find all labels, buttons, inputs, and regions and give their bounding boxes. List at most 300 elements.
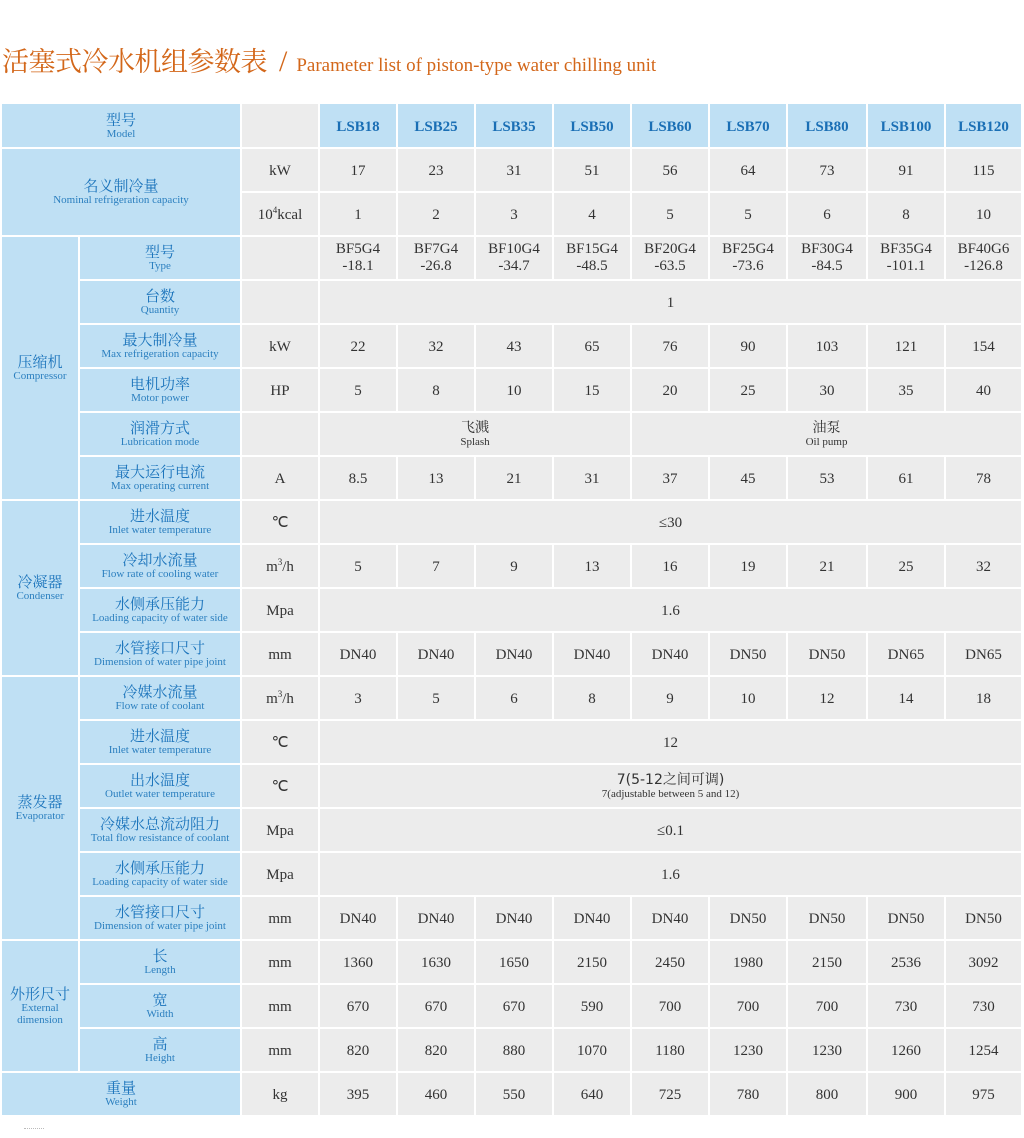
- coolant-resistance-cell: [319, 808, 1022, 852]
- width-value: 730: [972, 999, 995, 1015]
- coolant-flow-cell: [945, 676, 1022, 720]
- weight-cell: [787, 1072, 867, 1116]
- height-label-en: Height: [145, 1052, 175, 1064]
- nominal-kcal-unit: [241, 192, 319, 236]
- compressor-type-cell: [867, 236, 945, 280]
- cooling-water-flow-cell: [867, 544, 945, 588]
- condenser-pipe-unit-text: mm: [268, 647, 292, 663]
- evaporator-pipe-cell: [631, 896, 709, 940]
- compressor-type-line1: BF15G4: [566, 241, 618, 257]
- compressor-type-cell: [631, 236, 709, 280]
- evaporator-pipe-cell: [475, 896, 553, 940]
- lubrication-label-en: Lubrication mode: [120, 436, 200, 448]
- cooling-water-flow-unit: [241, 544, 319, 588]
- width-value: 590: [580, 999, 604, 1015]
- condenser-pipe-cell: [553, 632, 631, 676]
- coolant-flow-unit: [241, 676, 319, 720]
- motor-power-label-cn: 电机功率: [130, 375, 191, 393]
- nominal-kcal-value: 8: [902, 207, 910, 223]
- condenser-inlet-temp-unit-text: ℃: [271, 515, 289, 531]
- evaporator-outlet-temp-label-cn: 出水温度: [130, 771, 191, 789]
- weight-value: 640: [580, 1087, 604, 1103]
- length-label-cn: 长: [152, 947, 168, 965]
- model-name: LSB120: [958, 118, 1009, 135]
- evaporator-inlet-temp-unit-text: ℃: [271, 735, 289, 751]
- compressor-type-line1: BF25G4: [722, 241, 774, 257]
- compressor-type-unit: [241, 236, 319, 280]
- nominal-kcal-cell: [553, 192, 631, 236]
- length-label-en: Length: [144, 964, 176, 976]
- evaporator-pipe-value: DN40: [573, 911, 611, 927]
- coolant-flow-unit-text: [266, 691, 294, 707]
- nominal-kw-unit: [241, 148, 319, 192]
- compressor-group-label: [1, 236, 79, 500]
- nominal-kcal-cell: [397, 192, 475, 236]
- width-cell: [787, 984, 867, 1028]
- evaporator-pressure-label: [79, 852, 241, 896]
- evaporator-pressure-cell: [319, 852, 1022, 896]
- length-cell: [867, 940, 945, 984]
- max-current-label: [79, 456, 241, 500]
- nominal-kw-value: 115: [972, 163, 995, 179]
- nominal-kw-value: 73: [819, 163, 835, 179]
- condenser-pipe-label: [79, 632, 241, 676]
- weight-value: 395: [346, 1087, 370, 1103]
- model-name: LSB18: [336, 118, 380, 135]
- motor-power-cell: [553, 368, 631, 412]
- cooling-water-flow-value: 32: [976, 559, 992, 575]
- width-value: 670: [424, 999, 448, 1015]
- height-value: 820: [424, 1043, 448, 1059]
- width-label: [79, 984, 241, 1028]
- width-cell: [631, 984, 709, 1028]
- height-value: 820: [346, 1043, 370, 1059]
- width-row: [1, 984, 1022, 1028]
- compressor-type-line2: -48.5: [576, 258, 608, 274]
- compressor-maxcap-row: [1, 324, 1022, 368]
- compressor-type-line2: -73.6: [732, 258, 764, 274]
- weight-value: 900: [894, 1087, 918, 1103]
- length-label: [79, 940, 241, 984]
- nominal-kcal-cell: [787, 192, 867, 236]
- nominal-kw-cell: [631, 148, 709, 192]
- max-refrigeration-value: 76: [662, 339, 678, 355]
- motor-power-value: 5: [354, 383, 362, 399]
- model-name: LSB35: [492, 118, 536, 135]
- max-refrigeration-label-cn: 最大制冷量: [122, 331, 198, 349]
- motor-power-cell: [631, 368, 709, 412]
- max-current-value: 8.5: [348, 471, 368, 487]
- model-name: LSB25: [414, 118, 458, 135]
- compressor-quantity-label-en: Quantity: [140, 304, 180, 316]
- length-value: 2536: [891, 955, 922, 971]
- max-refrigeration-cell: [475, 324, 553, 368]
- motor-power-value: 35: [898, 383, 914, 399]
- coolant-flow-value: 18: [976, 691, 992, 707]
- compressor-type-label: [79, 236, 241, 280]
- compressor-type-cell: [553, 236, 631, 280]
- compressor-type-label-cn: 型号: [145, 243, 176, 261]
- evaporator-pipe-cell: [397, 896, 475, 940]
- length-cell: [319, 940, 397, 984]
- compressor-type-line1: BF35G4: [880, 241, 932, 257]
- cooling-water-flow-unit-sup: 3: [277, 557, 283, 567]
- compressor-type-cell: [475, 236, 553, 280]
- width-value: 700: [658, 999, 682, 1015]
- condenser-pipe-value: DN65: [965, 647, 1002, 663]
- condenser-pressure-label-en: Loading capacity of water side: [92, 612, 228, 624]
- max-refrigeration-value: 32: [428, 339, 444, 355]
- weight-value: 800: [815, 1087, 839, 1103]
- nominal-kw-cell: [867, 148, 945, 192]
- evaporator-pipe-label-en: Dimension of water pipe joint: [94, 920, 226, 932]
- motor-power-cell: [945, 368, 1022, 412]
- lubrication-oil-en: Oil pump: [805, 436, 848, 448]
- max-current-label-en: Max operating current: [110, 480, 210, 492]
- compressor-type-line2: -34.7: [498, 258, 530, 274]
- length-cell: [397, 940, 475, 984]
- compressor-type-cell: [319, 236, 397, 280]
- length-cell: [709, 940, 787, 984]
- cooling-water-flow-value: 5: [354, 559, 362, 575]
- compressor-type-line2: -126.8: [964, 258, 1003, 274]
- coolant-flow-value: 3: [354, 691, 362, 707]
- coolant-flow-cell: [475, 676, 553, 720]
- model-header-label: [1, 103, 241, 148]
- height-cell: [631, 1028, 709, 1072]
- evaporator-inlet-temp-value: 12: [663, 735, 679, 751]
- condenser-pipe-value: DN50: [729, 647, 767, 663]
- height-cell: [397, 1028, 475, 1072]
- height-row: [1, 1028, 1022, 1072]
- cooling-water-flow-cell: [787, 544, 867, 588]
- nominal-kw-cell: [945, 148, 1022, 192]
- header-row: [1, 103, 1022, 148]
- evaporator-pipe-value: DN50: [729, 911, 767, 927]
- nominal-kcal-cell: [867, 192, 945, 236]
- condenser-group-label: [1, 500, 79, 676]
- weight-label-cn: 重量: [106, 1079, 137, 1097]
- lubrication-label-cn: 润滑方式: [130, 419, 191, 437]
- cooling-water-flow-label: [79, 544, 241, 588]
- nominal-capacity-label-en: Nominal refrigeration capacity: [53, 194, 189, 206]
- cooling-water-flow-value: 25: [898, 559, 914, 575]
- condenser-pipe-cell: [709, 632, 787, 676]
- evaporator-pressure-label-cn: 水侧承压能力: [115, 859, 206, 877]
- height-cell: [319, 1028, 397, 1072]
- cooling-water-flow-cell: [319, 544, 397, 588]
- length-value: 1360: [343, 955, 374, 971]
- motor-power-value: 8: [432, 383, 440, 399]
- weight-value: 725: [658, 1087, 682, 1103]
- condenser-pipe-label-cn: 水管接口尺寸: [115, 639, 206, 657]
- condenser-pipe-cell: [319, 632, 397, 676]
- condenser-pipe-value: DN40: [339, 647, 377, 663]
- coolant-flow-cell: [787, 676, 867, 720]
- condenser-pipe-value: DN40: [495, 647, 533, 663]
- motor-power-cell: [319, 368, 397, 412]
- height-value: 880: [502, 1043, 526, 1059]
- length-value: 2150: [812, 955, 843, 971]
- external-dimension-group-label-en: External dimension: [17, 1002, 63, 1026]
- height-cell: [475, 1028, 553, 1072]
- coolant-flow-value: 12: [819, 691, 835, 707]
- nominal-capacity-label: [1, 148, 241, 236]
- width-unit: [241, 984, 319, 1028]
- max-current-value: 37: [662, 471, 678, 487]
- coolant-flow-label-cn: 冷媒水流量: [122, 683, 198, 701]
- condenser-pipe-value: DN40: [417, 647, 455, 663]
- length-value: 2150: [577, 955, 608, 971]
- height-unit: [241, 1028, 319, 1072]
- nominal-kcal-value: 4: [588, 207, 596, 223]
- height-label-cn: 高: [152, 1035, 168, 1053]
- evaporator-pipe-cell: [553, 896, 631, 940]
- compressor-type-line1: BF30G4: [801, 241, 853, 257]
- coolant-flow-cell: [631, 676, 709, 720]
- coolant-flow-value: 6: [510, 691, 518, 707]
- compressor-type-cell: [945, 236, 1022, 280]
- model-header-label-cn: 型号: [106, 110, 137, 129]
- height-cell: [709, 1028, 787, 1072]
- weight-value: 550: [502, 1087, 526, 1103]
- height-label: [79, 1028, 241, 1072]
- max-refrigeration-cell: [787, 324, 867, 368]
- nominal-kcal-value: 5: [744, 207, 752, 223]
- evaporator-pressure-unit: [241, 852, 319, 896]
- compressor-type-line1: BF40G6: [957, 241, 1010, 257]
- nominal-kw-value: 23: [428, 163, 444, 179]
- max-refrigeration-value: 121: [894, 339, 918, 355]
- model-column-header: [787, 103, 867, 148]
- max-refrigeration-cell: [397, 324, 475, 368]
- max-current-value: 21: [506, 471, 522, 487]
- model-column-header: [553, 103, 631, 148]
- max-current-cell: [709, 456, 787, 500]
- model-column-header: [475, 103, 553, 148]
- weight-cell: [945, 1072, 1022, 1116]
- motor-power-value: 20: [662, 383, 678, 399]
- evaporator-outlet-row: [1, 764, 1022, 808]
- evaporator-group-label: [1, 676, 79, 940]
- weight-cell: [867, 1072, 945, 1116]
- evaporator-outlet-temp-label: [79, 764, 241, 808]
- nominal-kcal-cell: [709, 192, 787, 236]
- weight-value: 460: [424, 1087, 448, 1103]
- condenser-inlet-temp-cell: [319, 500, 1022, 544]
- width-unit-text: mm: [268, 999, 292, 1015]
- width-cell: [945, 984, 1022, 1028]
- compressor-lubrication-row: [1, 412, 1022, 456]
- condenser-pressure-unit: [241, 588, 319, 632]
- motor-power-value: 10: [506, 383, 522, 399]
- condenser-pressure-row: [1, 588, 1022, 632]
- weight-value: 780: [736, 1087, 760, 1103]
- evaporator-pipe-cell: [787, 896, 867, 940]
- condenser-pressure-unit-text: Mpa: [266, 603, 294, 619]
- condenser-flow-row: [1, 544, 1022, 588]
- length-value: 3092: [968, 955, 999, 971]
- compressor-type-line1: BF10G4: [488, 241, 540, 257]
- length-cell: [945, 940, 1022, 984]
- height-value: 1070: [577, 1043, 608, 1059]
- evaporator-outlet-temp-unit-text: ℃: [271, 779, 289, 795]
- header-unit-cell: [241, 103, 319, 148]
- condenser-pipe-label-en: Dimension of water pipe joint: [94, 656, 226, 668]
- cooling-water-flow-cell: [553, 544, 631, 588]
- condenser-pipe-cell: [787, 632, 867, 676]
- nominal-capacity-label-cn: 名义制冷量: [83, 177, 159, 195]
- evaporator-pipe-value: DN50: [965, 911, 1002, 927]
- motor-power-label: [79, 368, 241, 412]
- cooling-water-flow-value: 9: [510, 559, 518, 575]
- external-dimension-group-label: [1, 940, 79, 1072]
- motor-power-value: 25: [740, 383, 756, 399]
- cooling-water-flow-value: 7: [432, 559, 440, 575]
- coolant-flow-unit-rest: /h: [282, 691, 294, 707]
- condenser-pressure-cell: [319, 588, 1022, 632]
- condenser-pipe-value: DN65: [887, 647, 925, 663]
- condenser-inlet-temp-label: [79, 500, 241, 544]
- compressor-quantity-label: [79, 280, 241, 324]
- compressor-quantity-row: [1, 280, 1022, 324]
- compressor-type-line2: -63.5: [654, 258, 686, 274]
- nominal-kcal-value: 5: [666, 207, 674, 223]
- footer-divider: [24, 1128, 44, 1133]
- evaporator-inlet-temp-unit: [241, 720, 319, 764]
- model-column-header: [397, 103, 475, 148]
- weight-unit-text: kg: [272, 1087, 288, 1103]
- lubrication-oilpump-cell: [631, 412, 1022, 456]
- nominal-kw-cell: [709, 148, 787, 192]
- compressor-type-line2: -26.8: [420, 258, 452, 274]
- compressor-type-cell: [397, 236, 475, 280]
- nominal-kw-cell: [787, 148, 867, 192]
- evaporator-pipe-unit-text: mm: [268, 911, 292, 927]
- condenser-pressure-value: 1.6: [661, 603, 680, 619]
- max-current-unit-text: A: [274, 471, 286, 487]
- coolant-flow-unit-sup: 3: [277, 689, 283, 699]
- condenser-pipe-unit: [241, 632, 319, 676]
- compressor-type-line1: BF20G4: [644, 241, 696, 257]
- model-name: LSB50: [570, 118, 614, 135]
- max-current-cell: [867, 456, 945, 500]
- motor-power-cell: [867, 368, 945, 412]
- evaporator-pipe-value: DN50: [887, 911, 925, 927]
- outlet-temp-en: 7(adjustable between 5 and 12): [601, 788, 740, 800]
- nominal-kw-value: 64: [740, 163, 756, 179]
- weight-cell: [319, 1072, 397, 1116]
- model-column-header: [709, 103, 787, 148]
- width-label-en: Width: [146, 1008, 174, 1020]
- weight-row: [1, 1072, 1022, 1116]
- nominal-kcal-value: 1: [354, 207, 362, 223]
- length-value: 1650: [499, 955, 530, 971]
- compressor-type-line2: -18.1: [342, 258, 374, 274]
- width-cell: [553, 984, 631, 1028]
- width-cell: [475, 984, 553, 1028]
- length-cell: [631, 940, 709, 984]
- compressor-quantity-label-cn: 台数: [145, 287, 176, 305]
- height-value: 1254: [968, 1043, 999, 1059]
- condenser-pipe-cell: [945, 632, 1022, 676]
- evaporator-pipe-label: [79, 896, 241, 940]
- max-current-cell: [631, 456, 709, 500]
- condenser-pipe-cell: [867, 632, 945, 676]
- cooling-water-flow-cell: [397, 544, 475, 588]
- model-name: LSB60: [648, 118, 692, 135]
- motor-power-cell: [397, 368, 475, 412]
- max-current-value: 78: [976, 471, 992, 487]
- motor-power-cell: [475, 368, 553, 412]
- compressor-type-cell: [787, 236, 867, 280]
- evaporator-resistance-row: [1, 808, 1022, 852]
- weight-cell: [475, 1072, 553, 1116]
- nominal-kw-cell: [475, 148, 553, 192]
- evaporator-pipe-cell: [867, 896, 945, 940]
- nominal-kcal-cell: [319, 192, 397, 236]
- max-current-value: 13: [428, 471, 444, 487]
- cooling-water-flow-unit-rest: /h: [282, 559, 294, 575]
- external-dimension-group-label-cn: 外形尺寸: [9, 985, 70, 1003]
- evaporator-outlet-temp-unit: [241, 764, 319, 808]
- model-column-header: [631, 103, 709, 148]
- width-value: 700: [736, 999, 760, 1015]
- max-refrigeration-label-en: Max refrigeration capacity: [101, 348, 219, 360]
- condenser-inlet-row: [1, 500, 1022, 544]
- nominal-kw-value: 56: [662, 163, 678, 179]
- condenser-pressure-label-cn: 水侧承压能力: [115, 595, 206, 613]
- height-unit-text: mm: [268, 1043, 292, 1059]
- max-current-cell: [319, 456, 397, 500]
- coolant-resistance-label-cn: 冷媒水总流动阻力: [100, 815, 221, 833]
- evaporator-group-label-cn: 蒸发器: [17, 793, 63, 811]
- coolant-resistance-value: ≤0.1: [657, 823, 684, 839]
- height-value: 1230: [812, 1043, 843, 1059]
- evaporator-pipe-row: [1, 896, 1022, 940]
- length-value: 1630: [421, 955, 452, 971]
- compressor-type-cell: [709, 236, 787, 280]
- coolant-flow-cell: [397, 676, 475, 720]
- condenser-pipe-value: DN50: [808, 647, 846, 663]
- motor-power-value: 15: [584, 383, 600, 399]
- compressor-quantity-value: 1: [666, 295, 675, 311]
- compressor-type-label-en: Type: [149, 260, 171, 272]
- evaporator-inlet-temp-label-en: Inlet water temperature: [108, 744, 212, 756]
- weight-unit: [241, 1072, 319, 1116]
- model-column-header: [319, 103, 397, 148]
- width-cell: [867, 984, 945, 1028]
- title-english: Parameter list of piston-type water chilling unit: [296, 55, 657, 76]
- title-chinese: 活塞式冷水机组参数表: [2, 47, 267, 78]
- nominal-kcal-value: 3: [510, 207, 518, 223]
- kcal-base: 10: [257, 207, 273, 223]
- height-cell: [553, 1028, 631, 1072]
- model-name: LSB100: [880, 118, 932, 135]
- lubrication-splash-en: Splash: [460, 436, 490, 448]
- weight-cell: [631, 1072, 709, 1116]
- nominal-kcal-cell: [475, 192, 553, 236]
- cooling-water-flow-value: 13: [584, 559, 600, 575]
- nominal-kw-unit-text: kW: [269, 163, 291, 179]
- max-refrigeration-label: [79, 324, 241, 368]
- model-column-header: [945, 103, 1022, 148]
- compressor-quantity-unit: [241, 280, 319, 324]
- nominal-kcal-value: 6: [823, 207, 831, 223]
- condenser-pipe-cell: [397, 632, 475, 676]
- length-value: 2450: [655, 955, 686, 971]
- compressor-group-label-en: Compressor: [13, 370, 67, 382]
